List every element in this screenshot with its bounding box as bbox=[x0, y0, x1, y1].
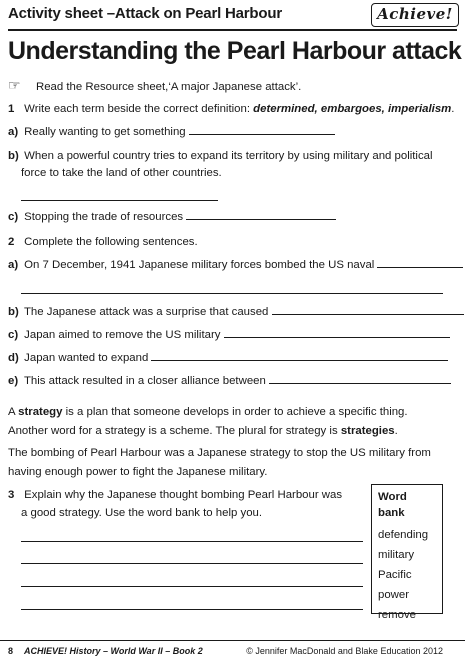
item-text: On 7 December, 1941 Japanese military forces bombed the US naval bbox=[24, 259, 375, 271]
item-label: b) bbox=[8, 150, 19, 162]
item-label: a) bbox=[8, 259, 19, 271]
term-strategies: strategies bbox=[340, 425, 395, 437]
book-title: ACHIEVE! History – World War II – Book 2 bbox=[24, 646, 203, 656]
bombing-paragraph: The bombing of Pearl Harbour was a Japanese strategy to stop the US military from having enough power to fight the Japanese military. bbox=[8, 447, 431, 478]
item-label: d) bbox=[8, 352, 19, 364]
question-text: Explain why the Japanese thought bombing Pearl Harbour was bbox=[24, 489, 343, 501]
q1-item-b bbox=[8, 149, 447, 164]
word-bank-item: defending bbox=[378, 529, 429, 541]
item-text: Japan aimed to remove the US military bbox=[24, 329, 221, 341]
item-label: c) bbox=[8, 211, 19, 223]
header-divider bbox=[8, 29, 457, 31]
answer-blank[interactable] bbox=[269, 374, 451, 384]
item-label: e) bbox=[8, 375, 19, 387]
answer-blank[interactable] bbox=[377, 258, 463, 268]
q1-item-c bbox=[8, 210, 447, 225]
item-text: Really wanting to get something bbox=[24, 126, 186, 138]
q1-item-a bbox=[8, 125, 447, 140]
strategy-paragraph: A strategy is a plan that someone develops in order to achieve a specific thing. Another word for a strategy is a scheme. The plural for strategy is strategies. bbox=[8, 406, 408, 437]
answer-blank[interactable] bbox=[224, 328, 450, 338]
instruction bbox=[8, 78, 447, 95]
item-text: Stopping the trade of resources bbox=[24, 211, 184, 223]
question-number: 3 bbox=[8, 489, 15, 501]
q2-item-a bbox=[8, 258, 447, 273]
question-text: Complete the following sentences. bbox=[24, 236, 198, 248]
answer-line[interactable] bbox=[21, 200, 218, 201]
q1-item-b-cont bbox=[21, 166, 447, 181]
header-title: Activity sheet –Attack on Pearl Harbour bbox=[8, 5, 282, 22]
word-bank bbox=[371, 484, 443, 621]
answer-blank[interactable] bbox=[151, 351, 448, 361]
question-number: 1 bbox=[8, 103, 15, 115]
q2-item-c bbox=[8, 328, 447, 343]
item-label: a) bbox=[8, 126, 19, 138]
answer-line[interactable] bbox=[21, 293, 443, 294]
pointing-hand-icon: ☞ bbox=[8, 77, 21, 93]
page-title: Understanding the Pearl Harbour attack bbox=[8, 37, 462, 65]
word-bank-title: Word bank bbox=[378, 491, 407, 519]
answer-blank[interactable] bbox=[272, 305, 464, 315]
term-list: determined, embargoes, imperialism bbox=[253, 103, 452, 115]
answer-line[interactable] bbox=[21, 586, 363, 587]
question-1: 1 Write each term beside the correct definition: determined, embargoes, imperialism. bbox=[8, 103, 455, 115]
question-text-cont: a good strategy. Use the word bank to help you. bbox=[21, 507, 263, 519]
instruction-text: Read the Resource sheet,‘A major Japanese attack’. bbox=[36, 81, 302, 93]
answer-line[interactable] bbox=[21, 541, 363, 542]
copyright-notice: © Jennifer MacDonald and Blake Education 2012 bbox=[246, 646, 443, 656]
answer-blank[interactable] bbox=[186, 210, 336, 220]
answer-line[interactable] bbox=[21, 563, 363, 564]
q2-item-b bbox=[8, 305, 447, 320]
footer-divider bbox=[0, 640, 465, 641]
word-bank-item: military bbox=[378, 549, 415, 561]
page-number: 8 bbox=[8, 646, 14, 656]
question-number: 2 bbox=[8, 236, 15, 248]
item-label: b) bbox=[8, 306, 19, 318]
item-text-cont: force to take the land of other countries. bbox=[21, 167, 222, 179]
item-text: The Japanese attack was a surprise that caused bbox=[23, 306, 269, 318]
item-label: c) bbox=[8, 329, 19, 341]
word-bank-item: power bbox=[378, 589, 410, 601]
item-text: Japan wanted to expand bbox=[24, 352, 149, 364]
q2-item-d bbox=[8, 351, 447, 366]
word-bank-item: remove bbox=[378, 609, 416, 621]
question-2 bbox=[8, 235, 447, 250]
question-text: Write each term beside the correct definition: bbox=[24, 103, 254, 115]
q2-item-e bbox=[8, 374, 447, 389]
answer-line[interactable] bbox=[21, 609, 363, 610]
word-bank-item: Pacific bbox=[378, 569, 412, 581]
header bbox=[0, 0, 465, 27]
item-text: When a powerful country tries to expand its territory by using military and political bbox=[24, 150, 433, 162]
item-text: This attack resulted in a closer alliance between bbox=[23, 375, 266, 387]
term-strategy: strategy bbox=[18, 406, 63, 418]
achieve-badge: Achieve! bbox=[371, 3, 459, 27]
answer-blank[interactable] bbox=[189, 125, 335, 135]
